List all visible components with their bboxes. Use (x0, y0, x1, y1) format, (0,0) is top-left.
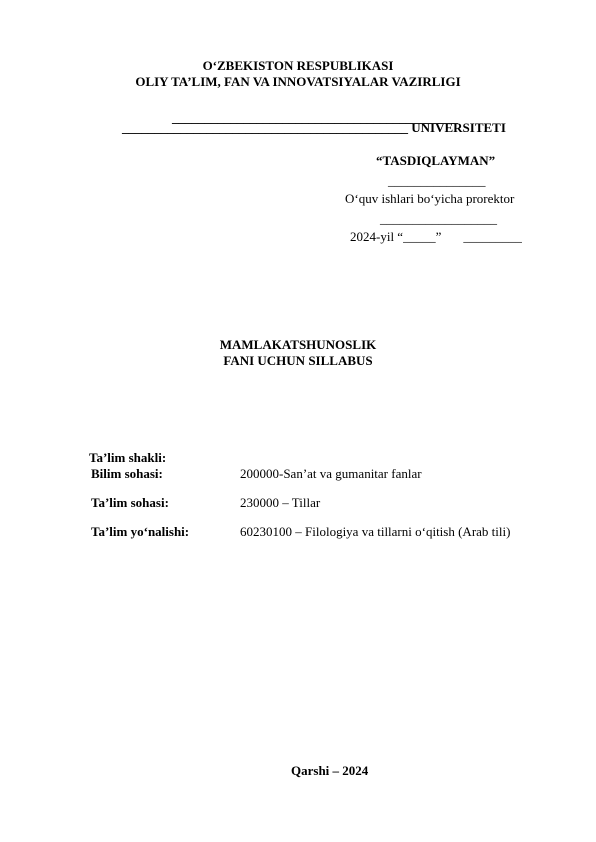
university-suffix: UNIVERSITETI (408, 120, 506, 135)
month-line: _________ (463, 229, 522, 244)
approval-title: “TASDIQLAYMAN” (376, 153, 496, 168)
info-row-value: 230000 – Tillar (240, 495, 321, 510)
ministry-heading: OLIY TA’LIM, FAN VA INNOVATSIYALAR VAZIRLIGI (135, 74, 461, 89)
title-line-1: MAMLAKATSHUNOSLIK (219, 337, 377, 352)
info-row-value: 200000-San’at va gumanitar fanlar (240, 466, 422, 481)
form-label: Ta’lim shakli: (89, 450, 167, 465)
republic-heading: O‘ZBEKISTON RESPUBLIKASI (202, 58, 394, 73)
info-row-label: Ta’lim sohasi: (91, 495, 169, 510)
info-row-label: Ta’lim yo‘nalishi: (91, 524, 190, 539)
date-prefix: 2024-yil “_____” (350, 229, 442, 244)
approval-date (350, 229, 522, 245)
info-row-label: Bilim sohasi: (91, 466, 163, 481)
university-line (122, 120, 506, 136)
signature-line: _______________ (388, 173, 486, 188)
name-line: __________________ (380, 211, 497, 226)
blank-line: ____________________________________________ (172, 110, 458, 125)
approval-position: O‘quv ishlari bo‘yicha prorektor (345, 191, 515, 206)
info-row-value: 60230100 – Filologiya va tillarni o‘qitish (Arab tili) (240, 524, 511, 539)
place-year: Qarshi – 2024 (291, 763, 369, 778)
title-line-2: FANI UCHUN SILLABUS (223, 353, 373, 368)
university-blank: ____________________________________________ (122, 120, 408, 135)
